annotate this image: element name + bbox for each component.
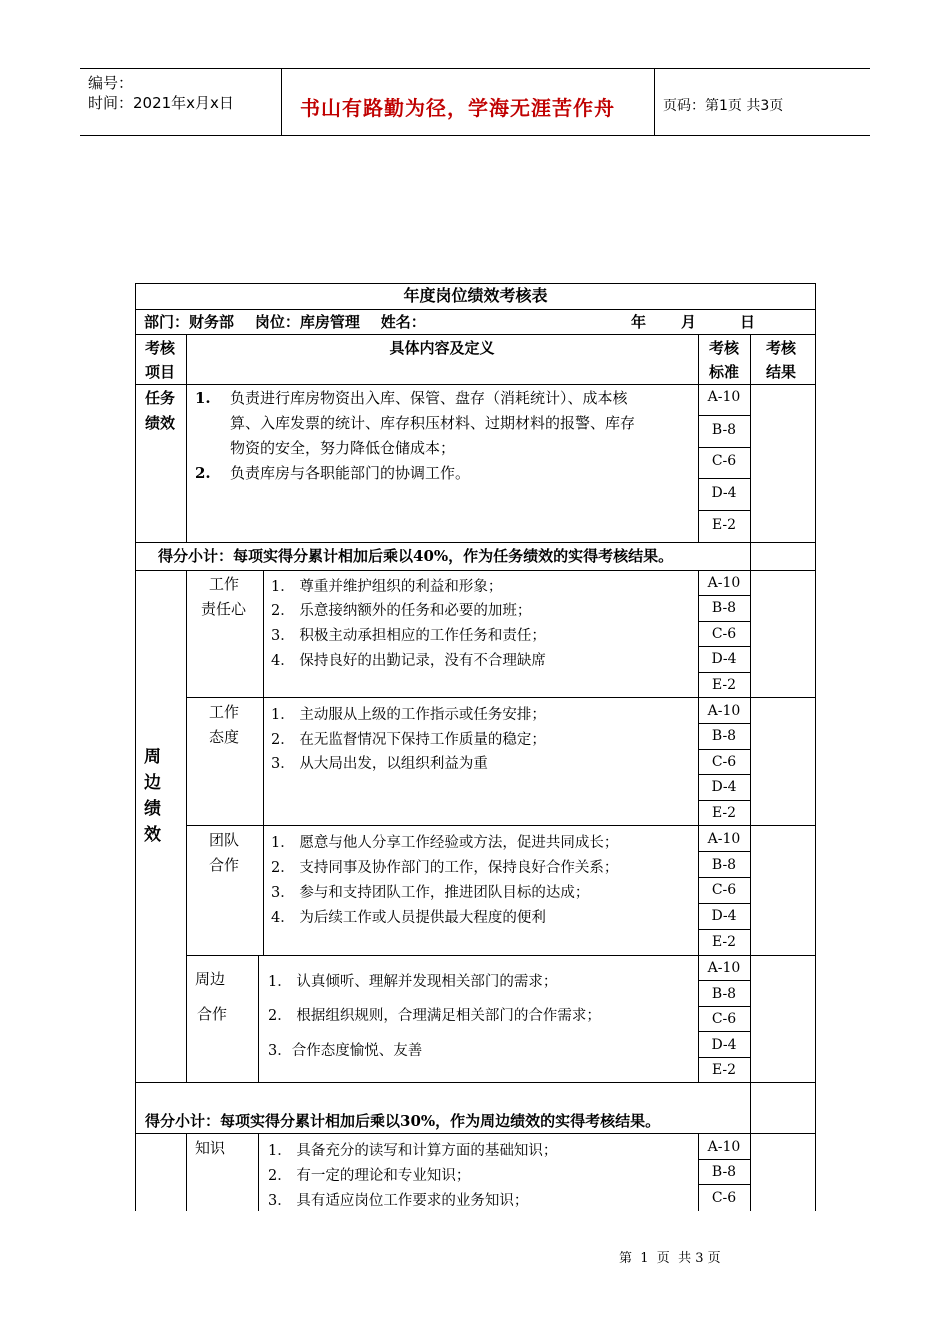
grade-label: B-8 [711,986,737,1002]
task-item-number: 2. [195,464,211,482]
col-header-result: 考核 [766,339,797,357]
col-rule-subname [258,1133,259,1211]
rule [135,1082,816,1083]
knowledge-item: 3． 具有适应岗位工作要求的业务知识； [268,1193,529,1209]
grade-label: A-10 [707,703,741,719]
task-item-text: 物资的安全，努力降低仓储成本； [230,439,456,457]
grade-rule [698,415,750,416]
col-header-item: 项目 [145,363,176,381]
form-title: 年度岗位绩效考核表 [403,286,548,305]
grade-label: E-2 [711,517,737,533]
grade-label: E-2 [711,1062,737,1078]
grade-rule [698,1184,750,1185]
task-subtotal: 得分小计：每项实得分累计相加后乘以40%，作为任务绩效的实得考核结果。 [158,547,674,565]
group-item: 2． 乐意接纳额外的任务和必要的加班； [271,603,532,619]
group-name: 工作 [209,575,240,593]
peripheral-label: 绩 [144,799,161,819]
grade-label: C-6 [711,626,737,642]
group-name: 合作 [209,856,240,874]
grade-label: A-10 [707,1139,741,1155]
col-header-item: 考核 [145,339,176,357]
peripheral-label: 周 [144,747,161,767]
group-name: 周边 [195,970,226,988]
grade-label: C-6 [711,453,737,469]
header-page-label: 页码：第1页 共3页 [663,98,784,114]
grade-rule [698,723,750,724]
group-item: 4． 为后续工作或人员提供最大程度的便利 [271,910,546,926]
header-divider-right [654,68,655,135]
grade-label: D-4 [711,908,737,924]
rule [135,1133,816,1134]
grade-rule [698,478,750,479]
table-border-left [135,283,136,1211]
rule [135,384,816,385]
col-rule-subname [258,955,259,1082]
grade-label: B-8 [711,728,737,744]
date-month: 月 [681,313,697,331]
rule [135,334,816,335]
task-item-number: 1. [195,389,211,407]
grade-label: C-6 [711,754,737,770]
header-motto: 书山有路勤为径，学海无涯苦作舟 [300,96,615,120]
grade-rule [698,903,750,904]
group-item: 3．合作态度愉悦、友善 [268,1043,423,1059]
rule [135,542,816,543]
group-item: 1． 尊重并维护组织的利益和形象； [271,579,503,595]
col-header-content: 具体内容及定义 [389,339,495,357]
task-item-text: 算、入库发票的统计、库存积压材料、过期材料的报警、库存 [230,414,636,432]
doc-time-label: 时间：2021年x月x日 [88,94,234,112]
rule [186,955,816,956]
group-item: 3． 从大局出发，以组织利益为重 [271,756,488,772]
table-border-right [815,283,816,1211]
col-header-standard: 标准 [709,363,740,381]
page-footer: 第 1 页 共 3 页 [619,1251,721,1266]
group-item: 2． 在无监督情况下保持工作质量的稳定； [271,732,546,748]
grade-label: C-6 [711,1011,737,1027]
grade-label: B-8 [711,600,737,616]
grade-rule [698,877,750,878]
doc-number-label: 编号： [88,74,134,92]
task-label: 绩效 [145,414,176,432]
peripheral-subtotal: 得分小计：每项实得分累计相加后乘以30%，作为周边绩效的实得考核结果。 [145,1112,661,1130]
peripheral-label: 边 [144,773,161,793]
grade-rule [698,621,750,622]
grade-rule [698,1159,750,1160]
col-header-standard: 考核 [709,339,740,357]
grade-rule [698,774,750,775]
group-item: 1． 主动服从上级的工作指示或任务安排； [271,707,546,723]
grade-rule [698,1031,750,1032]
group-item: 3． 积极主动承担相应的工作任务和责任； [271,628,546,644]
grade-rule [698,447,750,448]
group-item: 1． 愿意与他人分享工作经验或方法，促进共同成长； [271,835,619,851]
grade-rule [698,510,750,511]
group-name: 合作 [197,1005,228,1023]
task-item-text: 负责进行库房物资出入库、保管、盘存（消耗统计）、成本核 [230,389,628,407]
header-divider-left [281,68,282,135]
group-name: 工作 [209,703,240,721]
group-item: 1． 认真倾听、理解并发现相关部门的需求； [268,974,558,990]
date-day: 日 [740,313,756,331]
rule [135,570,816,571]
grade-label: B-8 [711,422,737,438]
grade-label: D-4 [711,651,737,667]
grade-rule [698,851,750,852]
grade-rule [698,800,750,801]
grade-rule [698,595,750,596]
grade-label: A-10 [707,960,741,976]
group-item: 3． 参与和支持团队工作，推进团队目标的达成； [271,885,590,901]
grade-label: A-10 [707,831,741,847]
col-rule-result [750,334,751,1211]
grade-rule [698,672,750,673]
group-item: 2． 支持同事及协作部门的工作，保持良好合作关系； [271,860,619,876]
grade-label: B-8 [711,857,737,873]
grade-label: A-10 [707,389,741,405]
grade-rule [698,929,750,930]
header-top-rule [80,68,870,69]
group-item: 2． 根据组织规则，合理满足相关部门的合作需求； [268,1008,601,1024]
grade-label: D-4 [711,485,737,501]
col-header-result: 结果 [766,363,797,381]
col-rule-subname [263,570,264,955]
group-name: 态度 [209,728,240,746]
grade-rule [698,646,750,647]
date-year: 年 [631,313,647,331]
knowledge-item: 1． 具备充分的读写和计算方面的基础知识； [268,1143,558,1159]
grade-rule [698,980,750,981]
grade-label: A-10 [707,575,741,591]
grade-label: E-2 [711,934,737,950]
task-label: 任务 [145,389,176,407]
rule [186,825,816,826]
group-item: 4． 保持良好的出勤记录，没有不合理缺席 [271,653,546,669]
grade-label: C-6 [711,1190,737,1206]
header-bottom-rule [80,135,870,136]
table-border-top [135,283,816,284]
peripheral-label: 效 [144,825,161,845]
grade-label: D-4 [711,779,737,795]
knowledge-item: 2． 有一定的理论和专业知识； [268,1168,471,1184]
grade-label: C-6 [711,882,737,898]
col-rule-item [186,334,187,542]
group-name: 团队 [209,831,240,849]
rule [135,309,816,310]
grade-rule [698,749,750,750]
col-rule-item [186,570,187,1082]
grade-label: E-2 [711,677,737,693]
knowledge-name: 知识 [195,1139,226,1157]
form-info-line: 部门：财务部 岗位：库房管理 姓名： [144,313,426,331]
grade-label: B-8 [711,1164,737,1180]
grade-rule [698,1057,750,1058]
grade-label: E-2 [711,805,737,821]
group-name: 责任心 [201,600,247,618]
rule [186,697,816,698]
grade-label: D-4 [711,1037,737,1053]
grade-rule [698,1006,750,1007]
col-rule-item [186,1133,187,1211]
task-item-text: 负责库房与各职能部门的协调工作。 [230,464,471,482]
